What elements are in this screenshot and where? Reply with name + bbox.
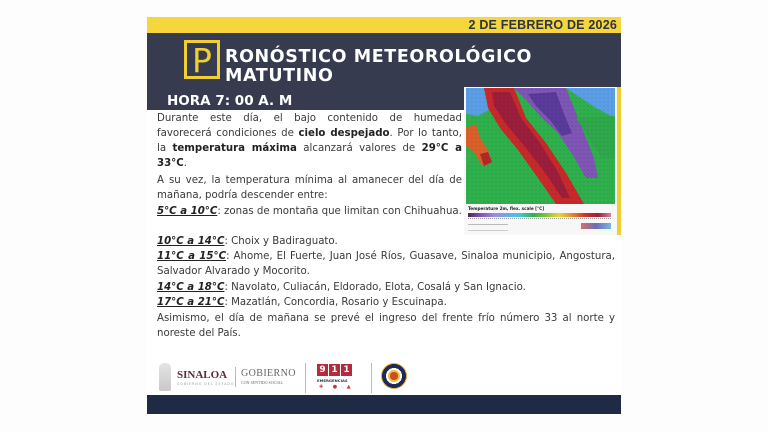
temperature-map xyxy=(464,87,621,235)
digit: 1 xyxy=(341,364,352,376)
sinaloa-logo-subtext: GOBIERNO DEL ESTADO xyxy=(177,382,235,386)
emergency-services-icons: ✚ ● ▲ xyxy=(319,384,355,390)
sinaloa-logo-text: SINALOA xyxy=(177,369,228,381)
initial-letter-box xyxy=(184,40,220,79)
range-item xyxy=(157,280,615,295)
range-places: : Choix y Badiraguato. xyxy=(224,236,338,247)
logo-divider xyxy=(371,363,372,393)
sinaloa-emblem-icon xyxy=(159,363,171,391)
range-item xyxy=(157,234,615,249)
range-value: 11°C a 15°C xyxy=(157,251,227,262)
date-label: 2 DE FEBRERO DE 2026 xyxy=(468,18,617,32)
intro-bold-sky: cielo despejado xyxy=(298,128,390,140)
map-brand-logo xyxy=(581,223,611,229)
date-band xyxy=(147,17,621,33)
intro-text: . xyxy=(183,158,187,170)
gobierno-logo-subtext: CON SENTIDO SOCIAL xyxy=(241,380,283,385)
intro-text: alcanzará valores de xyxy=(296,143,422,155)
digit: 9 xyxy=(317,364,328,376)
page-title-line1: RONÓSTICO METEOROLÓGICO xyxy=(225,47,533,67)
range-item xyxy=(157,204,462,219)
intro-paragraph xyxy=(157,111,462,171)
page-title-line2: MATUTINO xyxy=(225,66,334,86)
forecast-time: HORA 7: 00 A. M xyxy=(167,93,293,109)
intro-bold-max-temp: temperatura máxima xyxy=(172,143,297,155)
map-legend-title: Temperature 2m, flex. scale [°C] xyxy=(468,206,545,211)
footer-logos xyxy=(147,357,621,395)
map-source-note xyxy=(468,224,508,231)
intro-bold-range: 29°C a 33°C xyxy=(157,143,462,170)
range-value: 5°C a 10°C xyxy=(157,206,218,217)
gobierno-logo-text: GOBIERNO xyxy=(241,368,296,379)
proteccion-civil-emblem-icon xyxy=(381,363,407,389)
range-places: : zonas de montaña que limitan con Chihuahua. xyxy=(217,206,462,217)
range-places: : Navolato, Culiacán, Eldorado, Elota, Cosalá y San Ignacio. xyxy=(224,282,526,293)
forecast-card xyxy=(147,17,621,414)
map-color-scale xyxy=(468,213,611,217)
range-item xyxy=(157,249,615,279)
logo-divider xyxy=(305,363,306,393)
closing-paragraph: Asimismo, el día de mañana se prevé el ingreso del frente frío número 33 al norte y noreste del País. xyxy=(157,313,615,340)
range-value: 14°C a 18°C xyxy=(157,282,225,293)
emergency-label: EMERGENCIAS xyxy=(317,378,348,383)
footer-bar xyxy=(147,395,621,414)
logo-divider xyxy=(235,367,236,387)
digit: 1 xyxy=(329,364,340,376)
emergency-911-logo xyxy=(317,364,352,376)
range-value: 17°C a 21°C xyxy=(157,297,225,308)
map-scale-ticks xyxy=(468,218,611,222)
range-places: : Mazatlán, Concordia, Rosario y Escuinapa. xyxy=(224,297,447,308)
intro-text: . Por lo tanto, la xyxy=(157,128,462,155)
initial-letter: P xyxy=(192,41,212,80)
min-temp-intro: A su vez, la temperatura mínima al amanecer del día de mañana, podría descender entre: xyxy=(157,175,462,202)
range-item xyxy=(157,295,615,310)
range-places: : Ahome, El Fuerte, Juan José Ríos, Guasave, Sinaloa municipio, Angostura, Salvador Alvarado y Mocorito. xyxy=(157,251,615,278)
temperature-map-image xyxy=(466,88,615,204)
intro-text: Durante este día, el bajo contenido de humedad favorecerá condiciones de xyxy=(157,113,462,140)
range-value: 10°C a 14°C xyxy=(157,236,225,247)
